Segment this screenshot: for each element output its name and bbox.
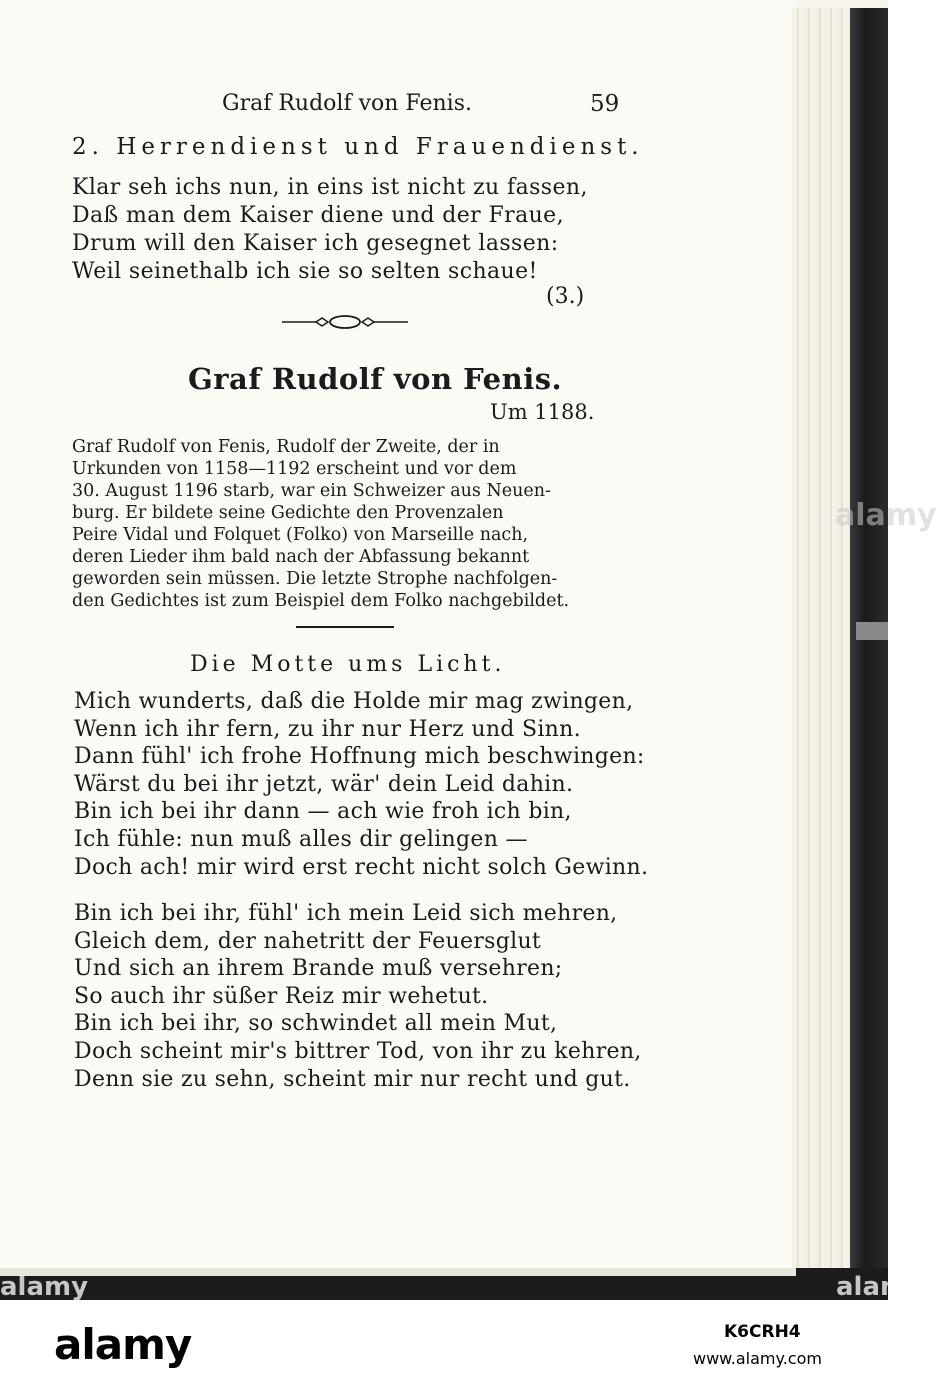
- poem-line: Mich wunderts, daß die Holde mir mag zwingen,: [74, 689, 634, 714]
- poem-line: Und sich an ihrem Brande muß versehren;: [74, 956, 563, 982]
- image-id: K6CRH4: [724, 1322, 801, 1342]
- poem-line: Ich fühle: nun muß alles dir gelingen —: [74, 826, 528, 852]
- site-url: www.alamy.com: [693, 1349, 822, 1368]
- author-heading: Graf Rudolf von Fenis.: [188, 362, 563, 396]
- bio-line: Peire Vidal und Folquet (Folko) von Marseille nach,: [72, 525, 529, 545]
- book-spine: [850, 8, 888, 1300]
- poem-line: Wärst du bei ihr jetzt, wär' dein Leid dahin.: [74, 771, 574, 797]
- poem-line: Gleich dem, der nahetritt der Feuersglut: [74, 928, 542, 954]
- bio-line: geworden sein müssen. Die letzte Strophe nachfolgen-: [72, 569, 558, 589]
- bio-line: burg. Er bildete seine Gedichte den Provenzalen: [72, 503, 504, 523]
- poem-stanza: [74, 900, 642, 1093]
- source-note: (3.): [546, 284, 585, 309]
- spine-band: [856, 622, 888, 640]
- poem-stanza: [72, 174, 588, 286]
- poem-line: Bin ich bei ihr, so schwindet all mein Mut,: [74, 1011, 558, 1037]
- page-bottom-edge: [0, 1268, 796, 1276]
- poem-line: Wenn ich ihr fern, zu ihr nur Herz und Sinn.: [74, 716, 581, 742]
- alamy-logo: alamy: [54, 1320, 192, 1369]
- running-header-title: Graf Rudolf von Fenis.: [222, 91, 472, 116]
- watermark-bottom-left: alamy: [0, 1272, 89, 1302]
- bio-line: 30. August 1196 starb, war ein Schweizer aus Neuen-: [72, 481, 551, 501]
- poem-heading: 2. Herrendienst und Frauendienst.: [72, 134, 644, 160]
- watermark-bottom-right: alamy: [836, 1272, 925, 1302]
- poem-line: So auch ihr süßer Reiz mir wehetut.: [74, 983, 489, 1009]
- bio-line: Urkunden von 1158—1192 erscheint und vor dem: [72, 459, 517, 479]
- poem-line: Klar seh ichs nun, in eins ist nicht zu fassen,: [72, 175, 588, 200]
- page-number: 59: [590, 91, 620, 117]
- poem-line: Bin ich bei ihr, fühl' ich mein Leid sich mehren,: [74, 901, 618, 926]
- poem-line: Doch scheint mir's bittrer Tod, von ihr zu kehren,: [74, 1038, 642, 1064]
- watermark-side: alamy: [835, 498, 937, 533]
- author-biography: [72, 436, 620, 612]
- bio-line: deren Lieder ihm bald nach der Abfassung bekannt: [72, 547, 530, 567]
- poem-title: Die Motte ums Licht.: [190, 652, 506, 677]
- bio-line: den Gedichtes ist zum Beispiel dem Folko nachgebildet.: [72, 591, 570, 611]
- author-date: Um 1188.: [490, 400, 595, 424]
- poem-line: Daß man dem Kaiser diene und der Fraue,: [72, 203, 564, 228]
- poem-line: Drum will den Kaiser ich gesegnet lassen:: [72, 231, 559, 256]
- ornament-divider-icon: [280, 310, 410, 334]
- bio-line: Graf Rudolf von Fenis, Rudolf der Zweite, der in: [72, 437, 500, 457]
- poem-line: Bin ich bei ihr dann — ach wie froh ich bin,: [74, 799, 572, 825]
- section-rule: [296, 626, 394, 628]
- page-edges: [792, 8, 854, 1278]
- poem-stanza: [74, 688, 648, 881]
- poem-line: Denn sie zu sehn, scheint mir nur recht und gut.: [74, 1066, 631, 1092]
- poem-line: Weil seinethalb ich sie so selten schaue!: [72, 259, 538, 284]
- poem-line: Dann fühl' ich frohe Hoffnung mich beschwingen:: [74, 744, 645, 770]
- poem-line: Doch ach! mir wird erst recht nicht solch Gewinn.: [74, 854, 649, 880]
